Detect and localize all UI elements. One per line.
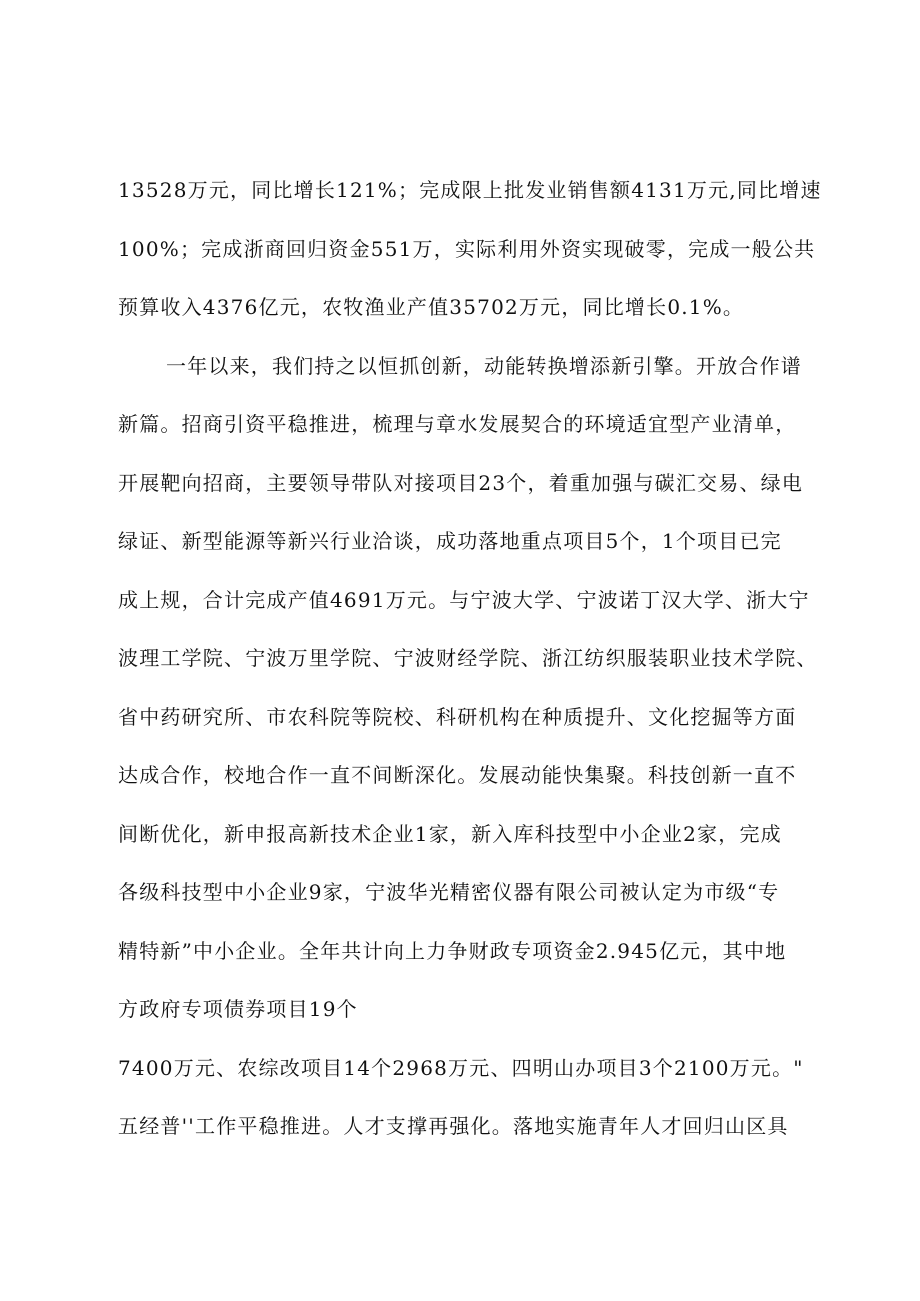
text-line: 成上规，合计完成产值4691万元。与宁波大学、宁波诺丁汉大学、浙大宁 bbox=[118, 588, 810, 612]
text-line: 新篇。招商引资平稳推进，梳理与章水发展契合的环境适宜型产业清单， bbox=[118, 412, 797, 436]
text-line: 五经普''工作平稳推进。人才支撑再强化。落地实施青年人才回归山区具 bbox=[118, 1114, 789, 1138]
text-line: 7400万元、农综改项目14个2968万元、四明山办项目3个2100万元。" bbox=[118, 1056, 804, 1080]
text-line: 波理工学院、宁波万里学院、宁波财经学院、浙江纺织服装职业技术学院、 bbox=[118, 646, 818, 670]
paragraph-first-line: 一年以来，我们持之以恒抓创新，动能转换增添新引擎。开放合作谱 bbox=[166, 354, 802, 378]
text-line: 100%；完成浙商回归资金551万，实际利用外资实现破零，完成一般公共 bbox=[118, 237, 816, 261]
text-line: 预算收入4376亿元，农牧渔业产值35702万元，同比增长0.1%。 bbox=[118, 295, 745, 319]
text-line: 间断优化，新申报高新技术企业1家，新入库科技型中小企业2家，完成 bbox=[118, 822, 782, 846]
text-line: 绿证、新型能源等新兴行业洽谈，成功落地重点项目5个，1个项目已完 bbox=[118, 529, 782, 553]
text-line: 方政府专项债券项目19个 bbox=[118, 997, 358, 1021]
text-line: 省中药研究所、市农科院等院校、科研机构在种质提升、文化挖掘等方面 bbox=[118, 705, 797, 729]
text-line: 各级科技型中小企业9家，宁波华光精密仪器有限公司被认定为市级“专 bbox=[118, 880, 780, 904]
text-line: 13528万元，同比增长121%；完成限上批发业销售额4131万元,同比增速 bbox=[118, 178, 822, 202]
text-line: 开展靶向招商，主要领导带队对接项目23个，着重加强与碳汇交易、绿电 bbox=[118, 471, 804, 495]
text-line: 达成合作，校地合作一直不间断深化。发展动能快集聚。科技创新一直不 bbox=[118, 763, 797, 787]
text-line: 精特新”中小企业。全年共计向上力争财政专项资金2.945亿元，其中地 bbox=[118, 939, 787, 963]
